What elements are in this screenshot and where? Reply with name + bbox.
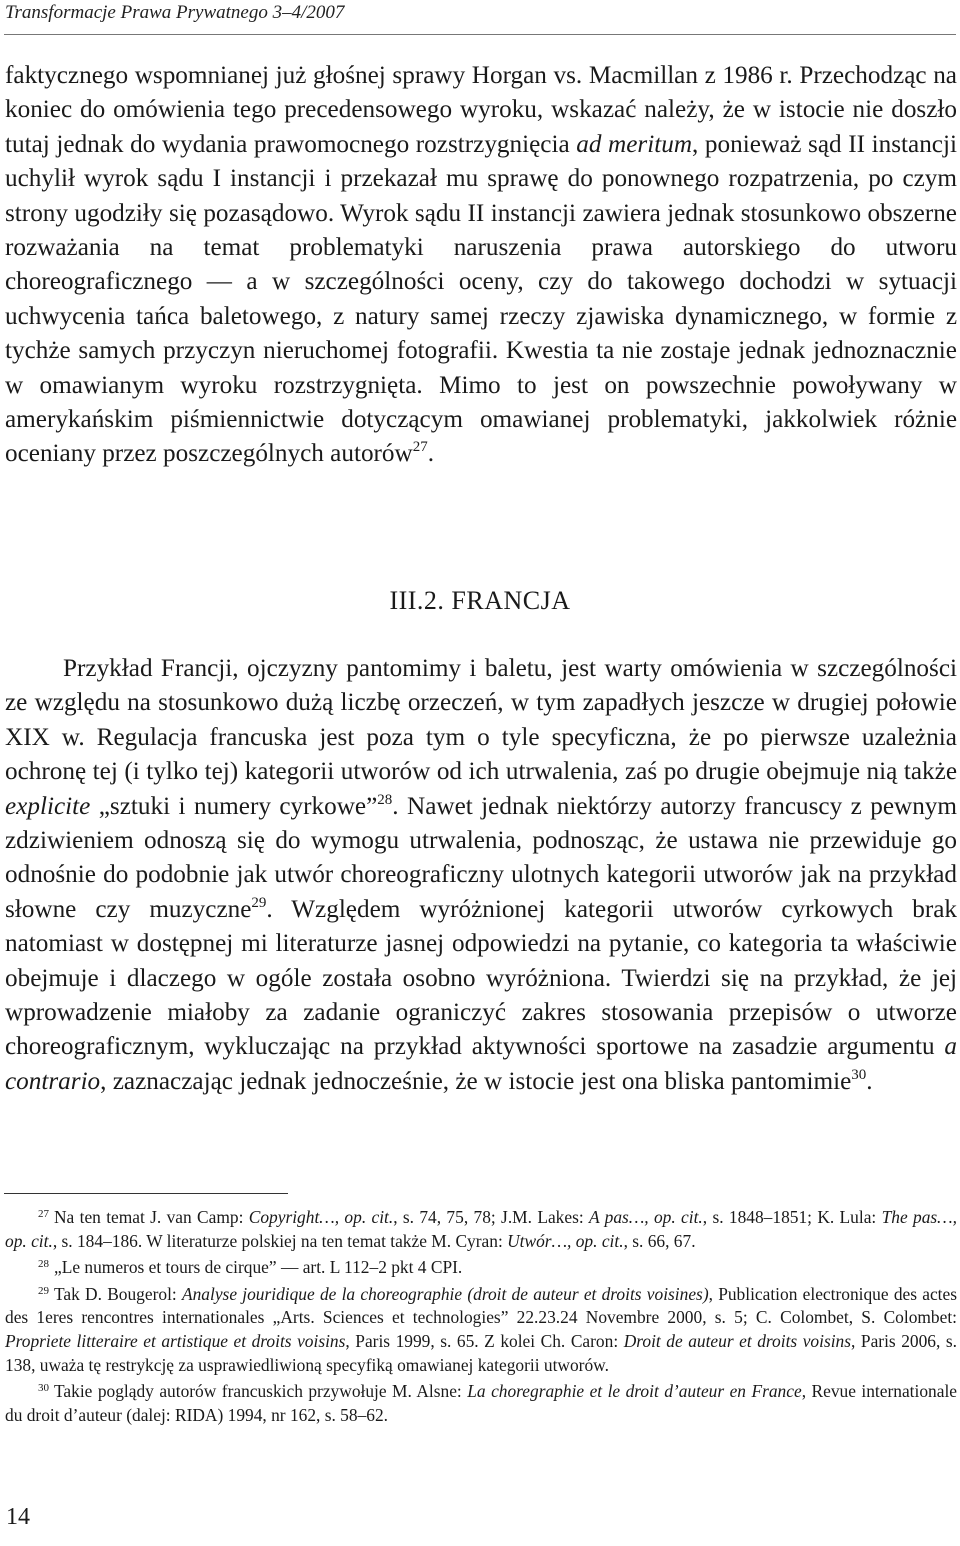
footnote-30: $^{30}$ Takie poglądy autorów francuskich przywołuje M. Alsne: La choregraphie et le droit d’auteur en France, Revue internationale du droit d’auteur (dalej: RIDA) 1994, nr 162, s. 58–62. (5, 1381, 957, 1425)
footnote-divider (4, 1193, 288, 1194)
footnote-27: $^{27}$ Na ten temat J. van Camp: Copyright…, op. cit., s. 74, 75, 78; J.M. Lakes: A pas…, op. cit., s. 1848–1851; K. Lula: The pas…, op. cit., s. 184–186. W literaturze polskiej na ten temat także M. Cyran: Utwór…, op. cit., s. 66, 67. (5, 1207, 957, 1251)
footnotes (5, 1203, 957, 1427)
italic-term: explicite (5, 792, 91, 820)
italic-term: ad meritum (576, 130, 693, 158)
page-number: 14 (6, 1504, 30, 1530)
italic-term: a contrario (5, 1033, 957, 1095)
footnote-ref-30[interactable]: 30 (851, 1066, 867, 1083)
section-heading: III.2. FRANCJA (389, 586, 571, 615)
footnote-ref-28[interactable]: 28 (377, 791, 393, 808)
footnote-29: $^{29}$ Tak D. Bougerol: Analyse jouridique de la choreographie (droit de auteur et droits voisines), Publication electronique des actes des 1eres rencontres internationales „Arts. Sciences et technologies” 22.23.24 Novembre 2000, s. 5; C. Colombet, S. Colombet: Propriete litteraire et artistique et droits voisins, Paris 1999, s. 65. Z kolei Ch. Caron: Droit de auteur et droits voisins, Paris 2006, s. 138, uważa tę restrykcję za usprawiedliwioną specyfiką omawianej kategorii utworów. (5, 1283, 957, 1375)
footnote-ref-27[interactable]: 27 (412, 439, 428, 456)
footnote-ref-29[interactable]: 29 (251, 894, 267, 911)
running-header: Transformacje Prawa Prywatnego 3–4/2007 (5, 2, 345, 23)
paragraph-2: Przykład Francji, ojczyzny pantomimy i baletu, jest warty omówienia w szczególności ze względu na stosunkowo dużą liczbę orzeczeń, w tym zapadłych jeszcze w drugiej połowie XIX w. Regulacja francuska jest poza tym o tyle specyficzna, że po pierwsze uzależnia ochronę tej (i tylko tej) kategorii utworów od ich utrwalenia, zaś po drugie obejmuje nią także explicite „sztuki i numery cyrkowe”$^{28}$. Nawet jednak niektórzy autorzy francuscy z pewnym zdziwieniem odnoszą się do wymogu utrwalenia, podnosząc, że ustawa nie przewiduje go odnośnie do podobnie jak utwór choreograficzny ulotnych kategorii utworów jak na przykład słowne czy muzyczne$^{29}$. Względem wyróżnionej kategorii utworów cyrkowych brak natomiast w dostępnej mi literaturze jasnej odpowiedzi na pytanie, co kategoria ta właściwie obejmuje i dlaczego w ogóle została osobno wyróżniona. Twierdzi się na przykład, że jej wprowadzenie miałoby za zadanie ograniczyć zakres stosowania przepisów o utworze choreograficznym, wykluczając na przykład aktywności sportowe na zasadzie argumentu a contrario, zaznaczając jednak jednocześnie, że w istocie jest ona bliska pantomimie$^{30}$. (5, 655, 958, 1095)
paragraph-1: faktycznego wspomnianej już głośnej sprawy Horgan vs. Macmillan z 1986 r. Przechodząc na koniec do omówienia tego precedensowego wyroku, wskazać należy, że w istocie nie doszło tutaj jednak do wydania prawomocnego rozstrzygnięcia ad meritum, ponieważ sąd II instancji uchylił wyrok sądu I instancji i przekazał mu sprawę do ponownego rozpatrzenia, po czym strony ugodziły się pozasądowo. Wyrok sądu II instancji zawiera jednak stosunkowo obszerne rozważania na temat problematyki naruszenia prawa autorskiego do utworu choreograficznego — a w szczególności oceny, czy do takowego dochodzi w sytuacji uchwycenia tańca baletowego, z natury samej rzeczy zjawiska dynamicznego, w formie z tychże samych przyczyn nieruchomej fotografii. Kwestia ta nie zostaje jednak jednoznacznie w omawianym wyroku rozstrzygnięta. Mimo to jest on powszechnie powoływany w amerykańskim piśmiennictwie dotyczącym omawianej problematyki, jakkolwiek różnie oceniany przez poszczególnych autorów$^{27}$. (5, 62, 957, 468)
header-divider (4, 34, 956, 35)
footnote-28: $^{28}$ „Le numeros et tours de cirque” — art. L 112–2 pkt 4 CPI. (38, 1257, 463, 1278)
